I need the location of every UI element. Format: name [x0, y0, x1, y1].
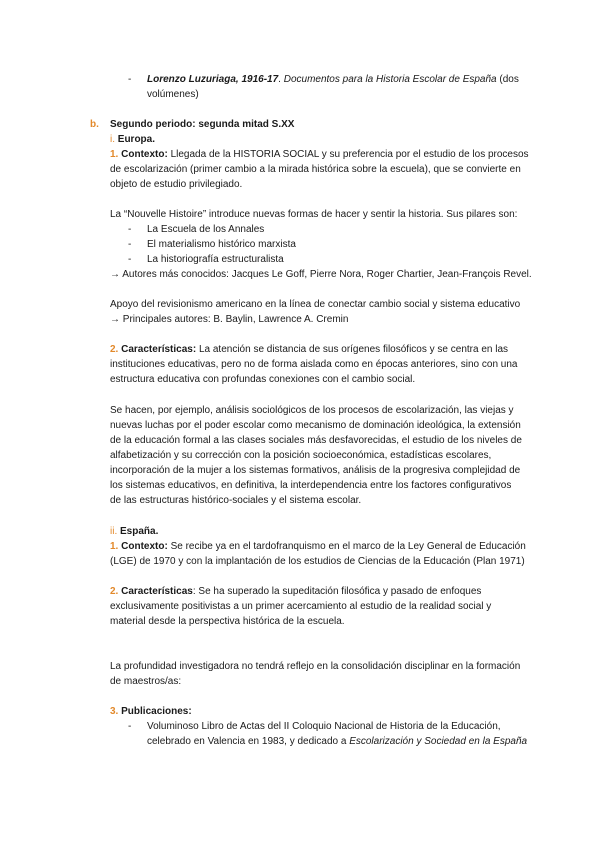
list-dash: - — [128, 254, 132, 265]
list-dash: - — [128, 239, 132, 250]
pillar-item: El materialismo histórico marxista — [147, 239, 296, 250]
espana-caracteristicas-line3: material desde la perspectiva histórica de la escuela. — [110, 616, 345, 627]
analisis-line: Se hacen, por ejemplo, análisis sociológicos de los procesos de escolarización, las viejas y — [110, 405, 514, 416]
luzuriaga-item-line1: Lorenzo Luzuriaga, 1916-17. Documentos para la Historia Escolar de España (dos — [147, 74, 519, 85]
europa-caracteristicas-line1: 2. Características: La atención se distancia de sus orígenes filosóficos y se centra en las — [110, 344, 509, 355]
author-name: Lorenzo Luzuriaga — [147, 74, 236, 85]
espana-contexto-line1: 1. Contexto: Se recibe ya en el tardofranquismo en el marco de la Ley General de Educación — [110, 541, 526, 552]
espana-heading: ii. España. — [110, 526, 159, 537]
revisionismo-line1: Apoyo del revisionismo americano en la línea de conectar cambio social y sistema educativo — [110, 299, 521, 310]
analisis-line: alfabetización y su corrección con la posición socioeconómica, estadísticas escolares, — [110, 450, 492, 461]
section-b-title: Segundo periodo: segunda mitad S.XX — [110, 119, 295, 130]
revisionismo-line2: → Principales autores: B. Baylin, Lawrence A. Cremin — [110, 314, 349, 325]
europa-caracteristicas-line2: instituciones educativas, pero no de forma aislada como en épocas anteriores, sino con una — [110, 359, 518, 370]
analisis-line: los sistemas educativos, en definitiva, la interdependencia entre los factores configurativos — [110, 480, 512, 491]
list-dash: - — [128, 74, 132, 85]
pillar-item: La historiografía estructuralista — [147, 254, 284, 265]
europa-heading: i. Europa. — [110, 134, 156, 145]
analisis-line: de las estructuras histórico-sociales y el sistema escolar. — [110, 495, 362, 506]
list-dash: - — [128, 721, 132, 732]
espana-caracteristicas-line1: 2. Características: Se ha superado la supeditación filosófica y pasado de enfoques — [110, 586, 482, 597]
publicaciones-heading: 3. Publicaciones: — [110, 706, 192, 717]
nouvelle-authors: → Autores más conocidos: Jacques Le Goff, Pierre Nora, Roger Chartier, Jean-François Revel. — [110, 269, 532, 280]
analisis-line: de la educación formal a las clases sociales más desfavorecidas, el estudio de los niveles de — [110, 435, 522, 446]
espana-contexto-line2: (LGE) de 1970 y con la implantación de los estudios de Ciencias de la Educación (Plan 1971) — [110, 556, 525, 567]
list-dash: - — [128, 224, 132, 235]
publicacion-item-line2: celebrado en Valencia en 1983, y dedicado a Escolarización y Sociedad en la España — [147, 736, 528, 747]
europa-contexto-line1: 1. Contexto: Llegada de la HISTORIA SOCIAL y su preferencia por el estudio de los procesos — [110, 149, 529, 160]
espana-caracteristicas-line2: exclusivamente positivistas a un primer acercamiento al estudio de la realidad social y — [110, 601, 492, 612]
publicacion-item-line1: Voluminoso Libro de Actas del II Coloquio Nacional de Historia de la Educación, — [147, 721, 501, 732]
profundidad-line1: La profundidad investigadora no tendrá reflejo en la consolidación disciplinar en la formación — [110, 661, 521, 672]
europa-contexto-line2: de escolarización (primer cambio a la mirada histórica sobre la escuela), que se convierte en — [110, 164, 521, 175]
book-title: Documentos para la Historia Escolar de España — [283, 74, 497, 85]
europa-caracteristicas-line3: estructura educativa con profundas conexiones con el cambio social. — [110, 374, 416, 385]
nouvelle-histoire-intro: La “Nouvelle Histoire” introduce nuevas formas de hacer y sentir la historia. Sus pilares son: — [110, 209, 518, 220]
analisis-line: incorporación de la mujer a los sistemas formativos, análisis de la progresiva complejidad de — [110, 465, 521, 476]
luzuriaga-item-line2: volúmenes) — [147, 89, 199, 100]
section-b-marker: b. — [90, 119, 99, 130]
pillar-item: La Escuela de los Annales — [147, 224, 265, 235]
europa-contexto-line3: objeto de estudio privilegiado. — [110, 179, 243, 190]
analisis-line: nuevas luchas por el poder escolar como mecanismo de dominación ideológica, la extensión — [110, 420, 521, 431]
book-title: Escolarización y Sociedad en la España — [349, 736, 528, 747]
profundidad-line2: de maestros/as: — [110, 676, 182, 687]
